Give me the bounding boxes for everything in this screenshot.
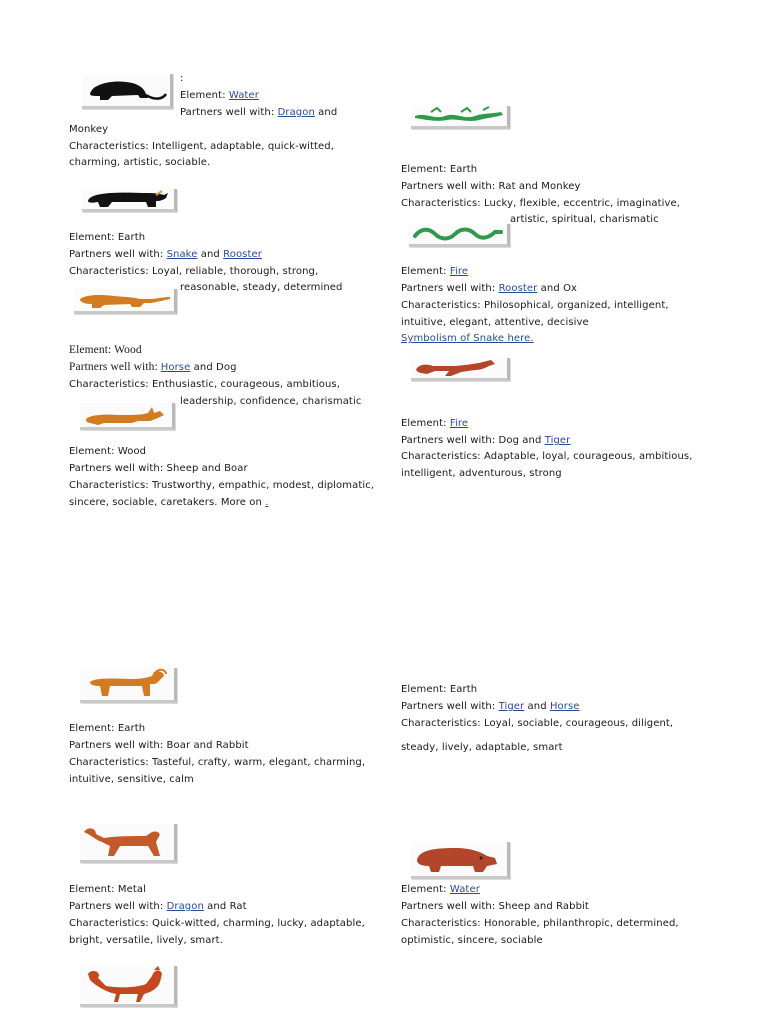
partners-label: Partners well with: — [401, 283, 499, 294]
partners-and-rat: and Rat — [203, 901, 247, 912]
element-link-water[interactable]: Water — [449, 884, 480, 895]
partner-link-horse[interactable]: Horse — [160, 362, 191, 373]
tiger-characteristics-2: leadership, confidence, charismatic — [180, 396, 362, 407]
element-link-fire[interactable]: Fire — [449, 266, 469, 277]
element-label: Element: — [401, 884, 450, 895]
snake-element — [401, 266, 468, 278]
dragon-characteristics-2: artistic, spiritual, charismatic — [510, 214, 659, 225]
sheep-partners — [401, 701, 580, 713]
horse-element — [401, 418, 468, 430]
goat-characteristics-1: Characteristics: Tasteful, crafty, warm, elegant, charming, — [69, 757, 366, 768]
partners-and: and — [524, 701, 550, 712]
partner-link-rooster[interactable]: Rooster — [223, 249, 262, 260]
rabbit-characteristics-2 — [69, 497, 269, 509]
rooster-icon — [80, 966, 177, 1007]
rabbit-characteristics-1: Characteristics: Trustworthy, empathic, modest, diplomatic, — [69, 480, 375, 491]
partners-label: Partners well with: — [180, 107, 278, 118]
horse-partners — [401, 435, 570, 447]
ox-element: Element: Earth — [69, 232, 146, 243]
sheep-characteristics-2: steady, lively, adaptable, smart — [401, 742, 563, 753]
element-link-water[interactable]: Water — [228, 90, 259, 101]
horse-icon — [411, 358, 510, 381]
ox-characteristics-1: Characteristics: Loyal, reliable, thorough, strong, — [69, 266, 319, 277]
partner-link-horse[interactable]: Horse — [549, 701, 580, 712]
snake-icon — [409, 224, 510, 247]
sheep-characteristics-1: Characteristics: Loyal, sociable, courageous, diligent, — [401, 718, 674, 729]
tiger-characteristics-1: Characteristics: Enthusiastic, courageous, ambitious, — [69, 379, 341, 390]
element-label: Element: — [401, 418, 450, 429]
partner-link-tiger[interactable]: Tiger — [544, 435, 571, 446]
colon-mark: : — [180, 73, 184, 84]
monkey-partners — [69, 901, 247, 913]
snake-characteristics-1: Characteristics: Philosophical, organized, intelligent, — [401, 300, 669, 311]
goat-element: Element: Earth — [69, 723, 146, 734]
tiger-element: Element: Wood — [69, 344, 142, 356]
partner-link-snake[interactable]: Snake — [166, 249, 198, 260]
boar-partners: Partners well with: Sheep and Rabbit — [401, 901, 589, 912]
partner-link-dragon[interactable]: Dragon — [166, 901, 204, 912]
element-label: Element: — [401, 266, 450, 277]
ox-partners — [69, 249, 262, 261]
dragon-characteristics-1: Characteristics: Lucky, flexible, eccentric, imaginative, — [401, 198, 681, 209]
monkey-element: Element: Metal — [69, 884, 146, 895]
partners-label: Partners well with: — [401, 701, 499, 712]
partner-link-dragon[interactable]: Dragon — [277, 107, 315, 118]
boar-characteristics-2: optimistic, sincere, sociable — [401, 935, 543, 946]
dragon-partners: Partners well with: Rat and Monkey — [401, 181, 581, 192]
snake-partners — [401, 283, 577, 295]
horse-characteristics-2: intelligent, adventurous, strong — [401, 468, 562, 479]
rabbit-element: Element: Wood — [69, 446, 147, 457]
partners-and: and — [314, 107, 338, 118]
partners-label: Partners well with: — [69, 249, 167, 260]
more-on-link[interactable]: . — [265, 497, 269, 508]
partners-and: and — [197, 249, 224, 260]
symbolism-link-text[interactable]: Symbolism of Snake here. — [401, 333, 534, 344]
ox-icon — [82, 189, 177, 212]
partner-link-rooster[interactable]: Rooster — [498, 283, 538, 294]
partners-and-ox: and Ox — [537, 283, 578, 294]
rat-icon — [82, 74, 173, 109]
ox-characteristics-2: reasonable, steady, determined — [180, 282, 343, 293]
boar-characteristics-1: Characteristics: Honorable, philanthropic, determined, — [401, 918, 679, 929]
rat-characteristics-1: Characteristics: Intelligent, adaptable, quick-witted, — [69, 141, 334, 152]
partners-label: Partners well with: — [69, 361, 161, 373]
rabbit-partners: Partners well with: Sheep and Boar — [69, 463, 248, 474]
partners-label: Partners well with: Dog and — [401, 435, 545, 446]
monkey-characteristics-1: Characteristics: Quick-witted, charming, lucky, adaptable, — [69, 918, 365, 929]
boar-icon — [411, 842, 510, 879]
snake-symbolism-link[interactable] — [401, 333, 534, 345]
rat-partners — [180, 107, 337, 119]
partners-label: Partners well with: — [69, 901, 167, 912]
element-label: Element: — [180, 90, 229, 101]
goat-characteristics-2: intuitive, sensitive, calm — [69, 774, 194, 785]
rat-element — [180, 90, 259, 102]
goat-icon — [80, 668, 177, 703]
partners-and-dog: and Dog — [190, 362, 237, 373]
tiger-partners — [69, 361, 237, 374]
rat-characteristics-2: charming, artistic, sociable. — [69, 157, 211, 168]
boar-element — [401, 884, 480, 896]
rat-partner-monkey: Monkey — [69, 124, 109, 135]
element-link-fire[interactable]: Fire — [449, 418, 469, 429]
dragon-icon — [411, 106, 510, 129]
monkey-icon — [80, 824, 177, 863]
snake-characteristics-2: intuitive, elegant, attentive, decisive — [401, 317, 589, 328]
monkey-characteristics-2: bright, versatile, lively, smart. — [69, 935, 223, 946]
dragon-element: Element: Earth — [401, 164, 478, 175]
characteristics-text: sincere, sociable, caretakers. More on — [69, 497, 266, 508]
horse-characteristics-1: Characteristics: Adaptable, loyal, courageous, ambitious, — [401, 451, 693, 462]
partner-link-tiger[interactable]: Tiger — [498, 701, 525, 712]
goat-partners: Partners well with: Boar and Rabbit — [69, 740, 249, 751]
tiger-icon — [74, 289, 177, 314]
sheep-element: Element: Earth — [401, 684, 478, 695]
rabbit-icon — [80, 403, 175, 430]
